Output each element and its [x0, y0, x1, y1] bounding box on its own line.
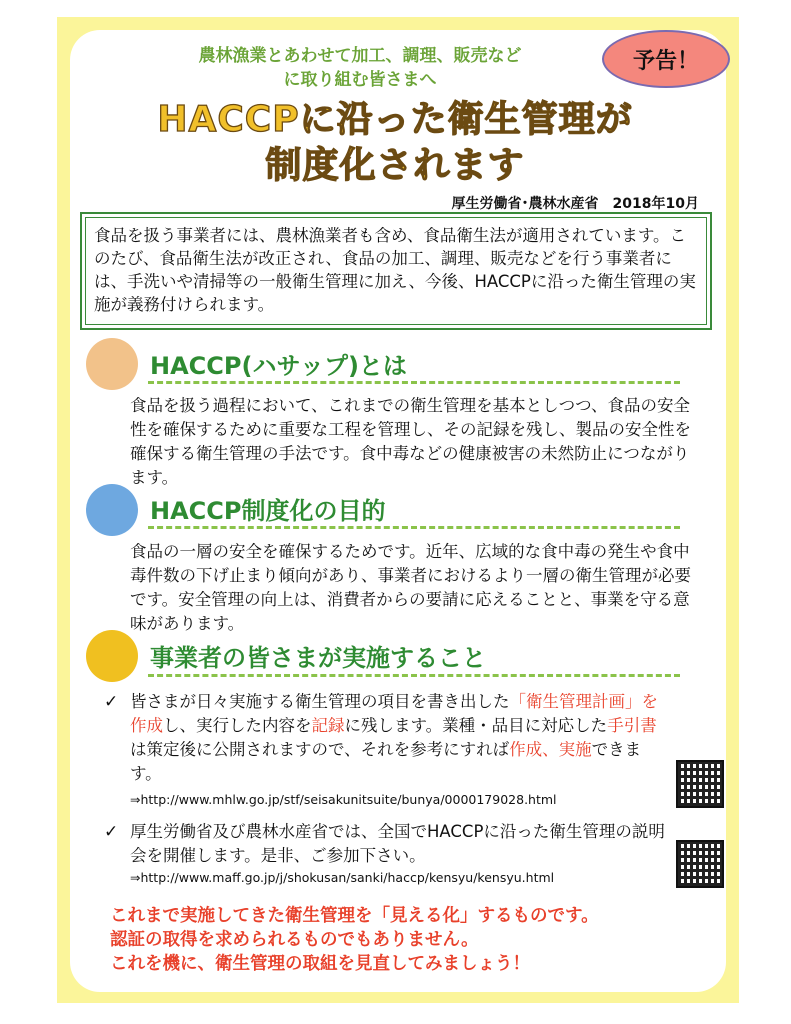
action-item-1-highlight-guide: 手引書 — [607, 716, 657, 735]
action-item-1-text-d: は策定後に公開されますので、それを参考にすれば — [130, 740, 510, 759]
section-1-divider — [148, 381, 680, 384]
notice-badge: 予告！ — [602, 30, 730, 88]
action-item-1-text-c: に残します。業種・品目に対応した — [344, 716, 608, 735]
closing-line-1: これまで実施してきた衛生管理を「見える化」するものです。 — [110, 906, 599, 926]
action-item-1-text-e: できます。 — [130, 740, 642, 783]
action-item-2: 厚生労働省及び農林水産省では、全国でHACCPに沿った衛生管理の説明会を開催します。是非、ご参加下さい。 — [130, 822, 665, 865]
closing-line-3: これを機に、衛生管理の取組を見直してみましょう！ — [110, 954, 530, 974]
action-item-1-highlight-create: 作成、実施 — [509, 740, 592, 759]
lead-line-1: 農林漁業とあわせて加工、調理、販売など — [198, 46, 522, 66]
main-title-line-2: 制度化されます — [265, 145, 525, 186]
mhlw-url-link[interactable]: ⇒http://www.mhlw.go.jp/stf/seisakunitsuite/bunya/0000179028.html — [130, 792, 557, 807]
section-2-body: 食品の一層の安全を確保するためです。近年、広域的な食中毒の発生や食中毒件数の下げ止まり傾向があり、事業者におけるより一層の衛生管理が必要です。安全管理の向上は、消費者からの要請に応えることと、事業を守る意味があります。 — [130, 542, 691, 633]
main-title-line-1: HACCPに沿った衛生管理が — [157, 99, 633, 140]
section-2-circle-icon — [86, 484, 138, 536]
action-item-1 — [130, 690, 670, 786]
section-1-circle-icon — [86, 338, 138, 390]
action-item-1-text-b: し、実行した内容を — [163, 716, 312, 735]
action-item-1-highlight-plan: 「衛生管理計画」を作成 — [130, 692, 658, 735]
issuer-date: 厚生労働省･農林水産省 2018年10月 — [451, 196, 699, 212]
closing-line-2: 認証の取得を求められるものでもありません。 — [110, 930, 479, 950]
qr-code-icon-maff[interactable] — [676, 840, 724, 888]
maff-url-link[interactable]: ⇒http://www.maff.go.jp/j/shokusan/sanki/haccp/kensyu/kensyu.html — [130, 870, 555, 885]
section-3-title: 事業者の皆さまが実施すること — [150, 644, 486, 672]
checkmark-icon: ✓ — [104, 692, 119, 712]
section-2-title: HACCP制度化の目的 — [150, 497, 386, 525]
action-item-1-text-a: 皆さまが日々実施する衛生管理の項目を書き出した — [130, 692, 510, 711]
section-2-divider — [148, 526, 680, 529]
intro-box — [80, 212, 712, 330]
section-1-title: HACCP(ハサップ)とは — [150, 352, 407, 380]
section-3-divider — [148, 674, 680, 677]
action-item-1-highlight-record: 記録 — [311, 716, 345, 735]
checkmark-icon: ✓ — [104, 822, 119, 842]
section-1-body: 食品を扱う過程において、これまでの衛生管理を基本としつつ、食品の安全性を確保するために重要な工程を管理し、その記録を残し、製品の安全性を確保する衛生管理の手法です。食中毒などの健康被害の未然防止につながります。 — [130, 396, 691, 487]
intro-text: 食品を扱う事業者には、農林漁業者も含め、食品衛生法が適用されています。このたび、食品衛生法が改正され、食品の加工、調理、販売などを行う事業者には、手洗いや清掃等の一般衛生管理に加え、今後、HACCPに沿った衛生管理の実施が義務付けられます。 — [85, 217, 707, 325]
lead-line-2: に取り組む皆さまへ — [283, 70, 437, 90]
section-3-circle-icon — [86, 630, 138, 682]
qr-code-icon-mhlw[interactable] — [676, 760, 724, 808]
